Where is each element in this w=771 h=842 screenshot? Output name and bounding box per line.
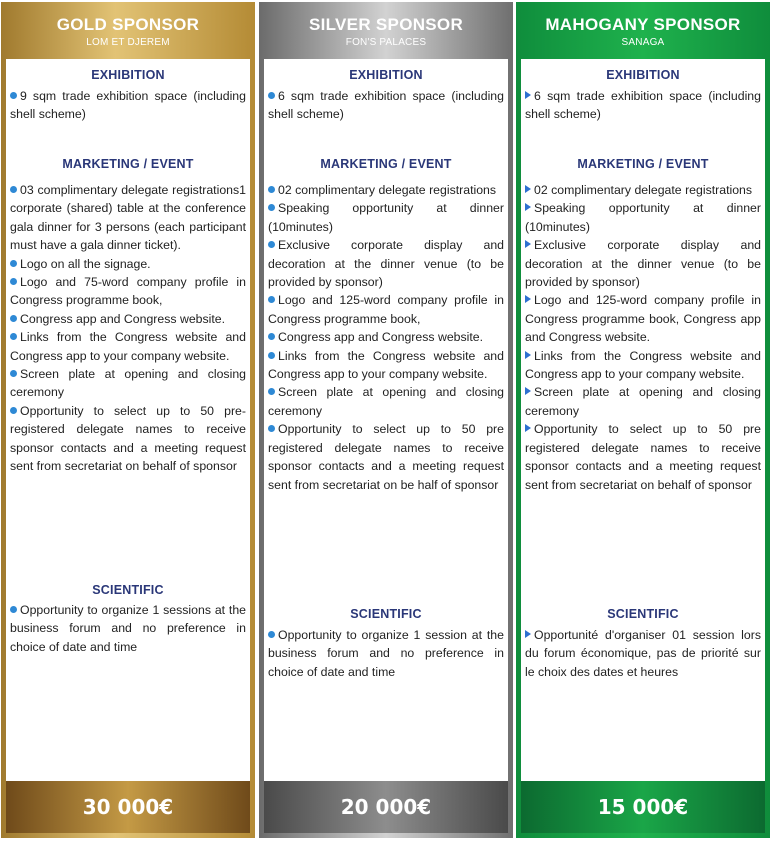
mahogany-subtitle: SANAGA: [621, 37, 665, 48]
arrow-bullet-icon: [525, 185, 531, 193]
mahogany-marketing-list: [525, 181, 761, 494]
silver-subtitle: FON'S PALACES: [345, 37, 427, 48]
list-item: 9 sqm trade exhibition space (including shell scheme): [10, 89, 246, 122]
list-item: Screen plate at opening and closing ceremony: [268, 385, 504, 418]
mahogany-exhibition-list: [525, 87, 761, 124]
list-item: Opportunity to organize 1 session at the business forum and no preference in choice of date and time: [268, 628, 504, 679]
bullet-icon: [10, 186, 17, 193]
bullet-icon: [268, 352, 275, 359]
gold-marketing-title: MARKETING / EVENT: [62, 157, 194, 171]
gold-title: GOLD SPONSOR: [56, 15, 200, 34]
bullet-icon: [10, 278, 17, 285]
mahogany-scientific-title: SCIENTIFIC: [607, 607, 679, 621]
mahogany-body: [521, 59, 765, 781]
gold-exhibition-title: EXHIBITION: [91, 68, 165, 82]
arrow-bullet-icon: [525, 387, 531, 395]
list-item: Congress app and Congress website.: [10, 310, 246, 328]
arrow-bullet-icon: [525, 630, 531, 638]
mahogany-header: [521, 7, 765, 59]
bullet-icon: [10, 333, 17, 340]
list-item: Exclusive corporate display and decoration at the dinner venue (to be provided by sponsor): [525, 238, 761, 290]
list-item: Logo and 125-word company profile in Congress programme book, Congress app and Congress website.: [525, 293, 761, 345]
list-item: 02 complimentary delegate registrations: [268, 181, 504, 199]
gold-body: [6, 59, 250, 781]
bullet-icon: [10, 315, 17, 322]
list-item: Logo and 75-word company profile in Congress programme book,: [10, 275, 246, 308]
list-item: Screen plate at opening and closing ceremony: [10, 367, 246, 400]
bullet-icon: [10, 370, 17, 377]
gold-scientific-list: [10, 601, 246, 656]
mahogany-price: 15 000€: [521, 781, 765, 833]
list-item: Opportunity to select up to 50 pre-registered delegate names to receive sponsor contacts and a meeting request sent from secretariat on behalf of sponsor: [10, 403, 246, 474]
list-item: Opportunity to select up to 50 pre registered delegate names to receive sponsor contacts and a meeting request sent from secretariat on be half of sponsor: [268, 422, 504, 492]
gold-price: 30 000€: [6, 781, 250, 833]
bullet-icon: [268, 333, 275, 340]
gold-exhibition-list: [10, 87, 246, 124]
silver-exhibition-title: EXHIBITION: [349, 68, 423, 82]
bullet-icon: [268, 241, 275, 248]
mahogany-exhibition-title: EXHIBITION: [606, 68, 680, 82]
bullet-icon: [268, 204, 275, 211]
gold-marketing-list: [10, 181, 246, 476]
bullet-icon: [10, 92, 17, 99]
list-item: Links from the Congress website and Congress app to your company website.: [10, 330, 246, 363]
mahogany-title: MAHOGANY SPONSOR: [545, 15, 741, 34]
arrow-bullet-icon: [525, 295, 531, 303]
bullet-icon: [268, 631, 275, 638]
mahogany-scientific-list: [525, 626, 761, 681]
arrow-bullet-icon: [525, 240, 531, 248]
list-item: Congress app and Congress website.: [268, 328, 504, 346]
bullet-icon: [268, 186, 275, 193]
silver-header: [264, 7, 508, 59]
list-item: Opportunity to organize 1 sessions at the business forum and no preference in choice of date and time: [10, 603, 246, 654]
silver-exhibition-list: [268, 87, 504, 124]
bullet-icon: [10, 606, 17, 613]
bullet-icon: [268, 425, 275, 432]
bullet-icon: [10, 407, 17, 414]
mahogany-sponsor-card: [516, 2, 770, 838]
silver-body: [264, 59, 508, 781]
list-item: 02 complimentary delegate registrations: [525, 181, 761, 199]
arrow-bullet-icon: [525, 424, 531, 432]
arrow-bullet-icon: [525, 203, 531, 211]
list-item: Opportunité d'organiser 01 session lors du forum économique, pas de priorité sur le choix des dates et heures: [525, 628, 761, 679]
list-item: 03 complimentary delegate registrations1 corporate (shared) table at the conference gala dinner for 3 persons (each participant must have a gala dinner ticket).: [10, 183, 246, 253]
silver-scientific-title: SCIENTIFIC: [350, 607, 422, 621]
list-item: Speaking opportunity at dinner (10minutes): [268, 201, 504, 234]
list-item: Exclusive corporate display and decoration at the dinner venue (to be provided by sponsor): [268, 238, 504, 290]
gold-sponsor-card: [1, 2, 255, 838]
silver-scientific-list: [268, 626, 504, 681]
arrow-bullet-icon: [525, 91, 531, 99]
silver-marketing-list: [268, 181, 504, 494]
gold-header: [6, 7, 250, 59]
list-item: Logo on all the signage.: [10, 255, 246, 273]
list-item: Screen plate at opening and closing ceremony: [525, 385, 761, 418]
silver-title: SILVER SPONSOR: [308, 15, 464, 34]
list-item: 6 sqm trade exhibition space (including shell scheme): [268, 89, 504, 122]
arrow-bullet-icon: [525, 351, 531, 359]
mahogany-marketing-title: MARKETING / EVENT: [577, 157, 709, 171]
gold-subtitle: LOM ET DJEREM: [86, 37, 170, 48]
bullet-icon: [268, 388, 275, 395]
list-item: 6 sqm trade exhibition space (including shell scheme): [525, 89, 761, 122]
bullet-icon: [268, 296, 275, 303]
bullet-icon: [10, 260, 17, 267]
list-item: Speaking opportunity at dinner (10minutes): [525, 201, 761, 234]
silver-sponsor-card: [259, 2, 513, 838]
bullet-icon: [268, 92, 275, 99]
gold-scientific-title: SCIENTIFIC: [92, 583, 164, 597]
list-item: Opportunity to select up to 50 pre registered delegate names to receive sponsor contacts and a meeting request sent from secretariat on behalf of sponsor: [525, 422, 761, 492]
list-item: Links from the Congress website and Congress app to your company website.: [525, 348, 761, 382]
silver-marketing-title: MARKETING / EVENT: [320, 157, 452, 171]
list-item: Links from the Congress website and Congress app to your company website.: [268, 348, 504, 382]
list-item: Logo and 125-word company profile in Congress programme book,: [268, 293, 504, 326]
silver-price: 20 000€: [264, 781, 508, 833]
